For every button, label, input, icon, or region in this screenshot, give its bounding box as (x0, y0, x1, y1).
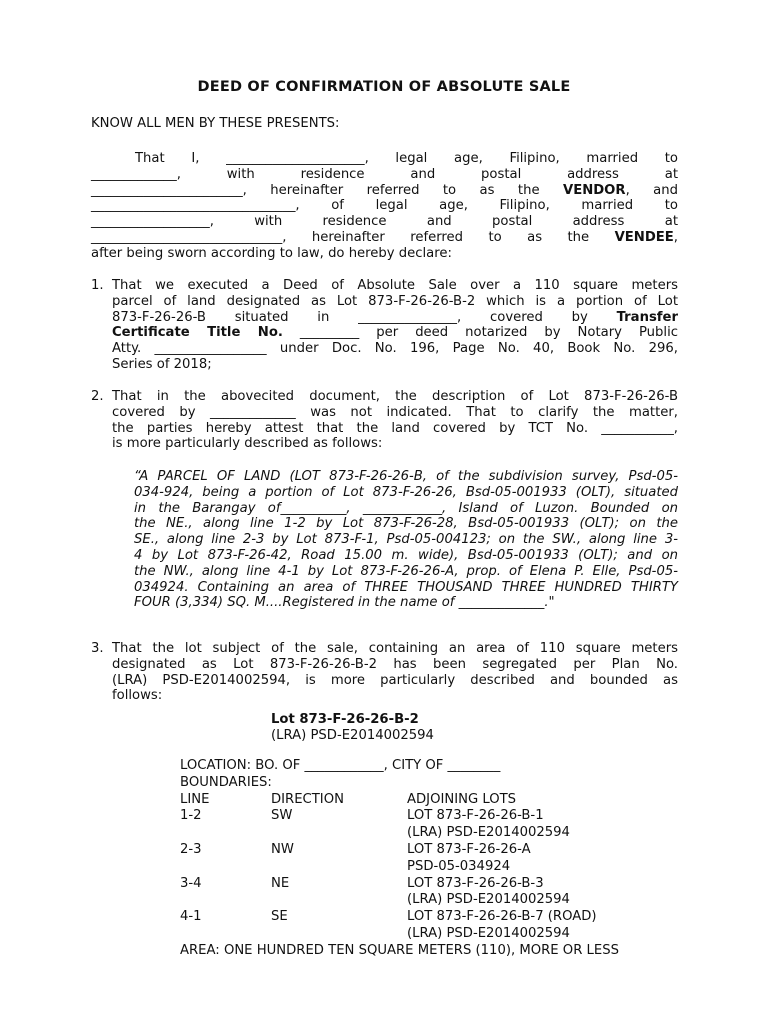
quote-line: in the Barangay of__________, ____________, Island of Luzon. Bounded on (134, 500, 678, 516)
cell-adjoining: LOT 873-F-26-26-B-1 (407, 808, 544, 824)
table-row (180, 876, 700, 893)
cell-adjoining: (LRA) PSD-E2014002594 (407, 825, 570, 841)
cell-line: 4-1 (180, 909, 202, 925)
boundaries-label: BOUNDARIES: (180, 774, 272, 790)
land-description-quote (134, 469, 678, 611)
cell-line: 2-3 (180, 841, 202, 857)
cell-adjoining: (LRA) PSD-E2014002594 (407, 892, 570, 908)
area-line: AREA: ONE HUNDRED TEN SQUARE METERS (110), MORE OR LESS (180, 942, 619, 958)
list-item-text (112, 278, 678, 373)
paragraph-line: __________________, with residence and postal address at (91, 214, 678, 230)
document-title: DEED OF CONFIRMATION OF ABSOLUTE SALE (197, 79, 571, 95)
cell-adjoining: LOT 873-F-26-26-B-7 (ROAD) (407, 909, 597, 925)
list-item-text (112, 389, 678, 452)
list-line: designated as Lot 873-F-26-26-B-2 has been segregated per Plan No. (112, 656, 678, 672)
lot-block (271, 712, 434, 744)
quote-line: 034924. Containing an area of THREE THOUSAND THREE HUNDRED THIRTY (134, 579, 678, 595)
header-direction: DIRECTION (271, 791, 344, 807)
paragraph-line: _______________________________, of legal age, Filipino, married to (91, 198, 678, 214)
list-line: is more particularly described as follows: (112, 436, 383, 452)
list-line: (LRA) PSD-E2014002594, is more particularly described and bounded as (112, 672, 678, 688)
cell-line: 3-4 (180, 875, 202, 891)
cell-adjoining: LOT 873-F-26-26-B-3 (407, 875, 544, 891)
paragraph-line: _____________________________, hereinafter referred to as the VENDEE, (91, 229, 678, 245)
table-header (180, 792, 700, 809)
intro-line: KNOW ALL MEN BY THESE PRESENTS: (91, 116, 340, 131)
table-row (180, 892, 700, 909)
list-line: Atty. _________________ under Doc. No. 196, Page No. 40, Book No. 296, (112, 341, 678, 357)
table-row (180, 926, 700, 943)
list-line: Series of 2018; (112, 356, 212, 372)
quote-line: 034-924, being a portion of Lot 873-F-26-26, Bsd-05-001933 (OLT), situated (134, 484, 678, 500)
list-line: That the lot subject of the sale, containing an area of 110 square meters (112, 641, 678, 656)
list-line: That in the abovecited document, the description of Lot 873-F-26-26-B (112, 389, 678, 404)
paragraph-line: That I, _____________________, legal age, Filipino, married to (135, 151, 678, 166)
list-line: Certificate Title No. _________ per deed notarized by Notary Public (112, 325, 678, 341)
list-line: That we executed a Deed of Absolute Sale over a 110 square meters (112, 278, 678, 293)
header-line: LINE (180, 791, 210, 807)
cell-adjoining: LOT 873-F-26-26-A (407, 841, 531, 857)
table-row (180, 825, 700, 842)
header-adjoining: ADJOINING LOTS (407, 791, 517, 807)
list-item-text (112, 641, 678, 704)
cell-line: 1-2 (180, 808, 202, 824)
paragraph-line: _____________, with residence and postal address at (91, 166, 678, 182)
list-number: 1. (91, 278, 104, 293)
lot-plan: (LRA) PSD-E2014002594 (271, 727, 434, 743)
table-row (180, 808, 700, 825)
table-row (180, 842, 700, 859)
quote-line: 4 by Lot 873-F-26-42, Road 15.00 m. wide), Bsd-05-001933 (OLT); and on (134, 547, 678, 563)
table-row (180, 859, 700, 876)
quote-line: the NW., along line 4-1 by Lot 873-F-26-26-A, prop. of Elena P. Elle, Psd-05- (134, 563, 678, 579)
cell-direction: NW (271, 841, 294, 857)
list-line: follows: (112, 688, 163, 704)
list-number: 3. (91, 641, 104, 656)
cell-adjoining: (LRA) PSD-E2014002594 (407, 925, 570, 941)
quote-line: SE., along line 2-3 by Lot 873-F-1, Psd-05-004123; on the SW., along line 3- (134, 532, 678, 548)
list-line: the parties hereby attest that the land covered by TCT No. ___________, (112, 420, 678, 436)
paragraph-line: after being sworn according to law, do hereby declare: (91, 245, 452, 261)
quote-line: the NE., along line 1-2 by Lot 873-F-26-28, Bsd-05-001933 (OLT); on the (134, 516, 678, 532)
quote-line: FOUR (3,334) SQ. M....Registered in the name of _____________." (134, 595, 555, 611)
list-line: 873-F-26-26-B situated in _______________, covered by Transfer (112, 309, 678, 325)
list-line: covered by _____________ was not indicated. That to clarify the matter, (112, 404, 678, 420)
location-line: LOCATION: BO. OF ____________, CITY OF ________ (180, 758, 501, 773)
quote-line: “A PARCEL OF LAND (LOT 873-F-26-26-B, of the subdivision survey, Psd-05- (134, 469, 678, 484)
table-row (180, 909, 700, 926)
lot-heading: Lot 873-F-26-26-B-2 (271, 712, 419, 727)
opening-paragraph (91, 151, 678, 262)
cell-direction: SE (271, 909, 288, 925)
boundaries-table (180, 758, 700, 960)
cell-direction: SW (271, 808, 293, 824)
cell-direction: NE (271, 875, 290, 891)
paragraph-line: _______________________, hereinafter referred to as the VENDOR, and (91, 182, 678, 198)
list-number: 2. (91, 389, 104, 404)
list-line: parcel of land designated as Lot 873-F-26-26-B-2 which is a portion of Lot (112, 293, 678, 309)
cell-adjoining: PSD-05-034924 (407, 858, 511, 874)
